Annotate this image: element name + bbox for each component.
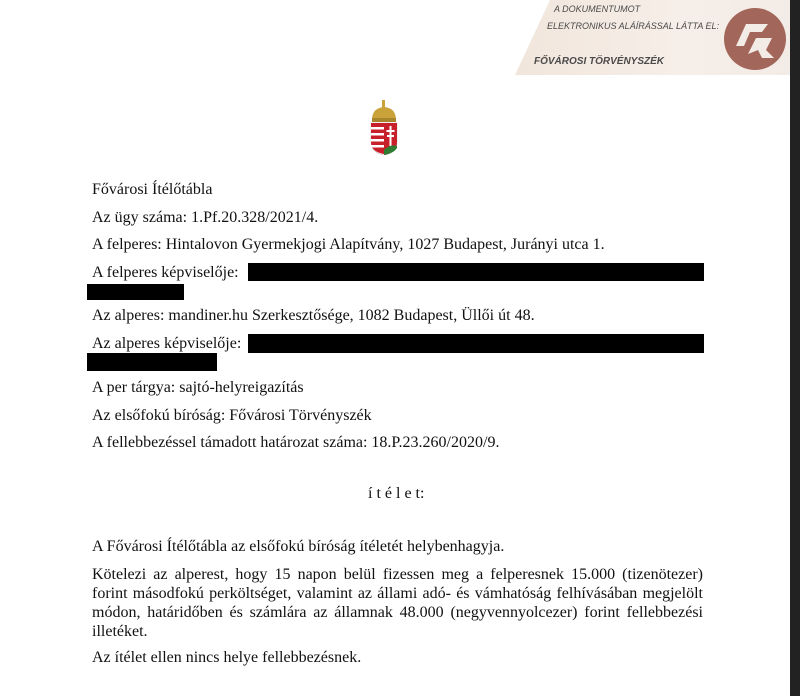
verdict-title: í t é l e t: bbox=[368, 485, 425, 502]
court-logo-icon bbox=[722, 6, 788, 72]
plaintiff: A felperes: Hintalovon Gyermekjogi Alapítvány, 1027 Budapest, Jurányi utca 1. bbox=[92, 236, 605, 253]
court-name: Fővárosi Ítélőtábla bbox=[92, 181, 213, 198]
window-edge bbox=[790, 0, 800, 696]
hungarian-coat-of-arms-icon bbox=[368, 100, 400, 156]
defendant-representative-label: Az alperes képviselője: bbox=[92, 335, 242, 352]
verdict-paragraph-3: Az ítélet ellen nincs helye fellebbezésnek. bbox=[92, 649, 362, 666]
defendant: Az alperes: mandiner.hu Szerkesztősége, 1082 Budapest, Üllői út 48. bbox=[92, 307, 535, 324]
plaintiff-representative-label: A felperes képviselője: bbox=[92, 264, 239, 281]
stamp-court: FŐVÁROSI TÖRVÉNYSZÉK bbox=[534, 56, 665, 67]
appealed-decision-number: A fellebbezéssel támadott határozat száma: 18.P.23.260/2020/9. bbox=[92, 434, 500, 451]
redaction-bar bbox=[87, 353, 217, 371]
verdict-paragraph-2: Kötelezi az alperest, hogy 15 napon belül fizessen meg a felperesnek 15.000 (tizenötezer) forint másodfokú perköltséget, valamint az állami adó- és vámhatóság felhívásában megjelölt módon, határidőben és számlára az államnak 48.000 (negyvennyolcezer) forint fellebbezési illetéket. bbox=[92, 566, 703, 640]
redaction-bar bbox=[248, 334, 704, 353]
redaction-bar bbox=[248, 263, 704, 281]
case-subject: A per tárgya: sajtó-helyreigazítás bbox=[92, 379, 304, 396]
stamp-line-1: A DOKUMENTUMOT bbox=[554, 4, 641, 14]
case-number: Az ügy száma: 1.Pf.20.328/2021/4. bbox=[92, 209, 319, 226]
redaction-bar bbox=[87, 284, 184, 300]
verdict-paragraph-1: A Fővárosi Ítélőtábla az elsőfokú bíróság ítéletét helybenhagyja. bbox=[92, 538, 505, 555]
first-instance-court: Az elsőfokú bíróság: Fővárosi Törvényszék bbox=[92, 407, 372, 424]
stamp-line-2: ELEKTRONIKUS ALÁÍRÁSSAL LÁTTA EL: bbox=[547, 21, 720, 31]
